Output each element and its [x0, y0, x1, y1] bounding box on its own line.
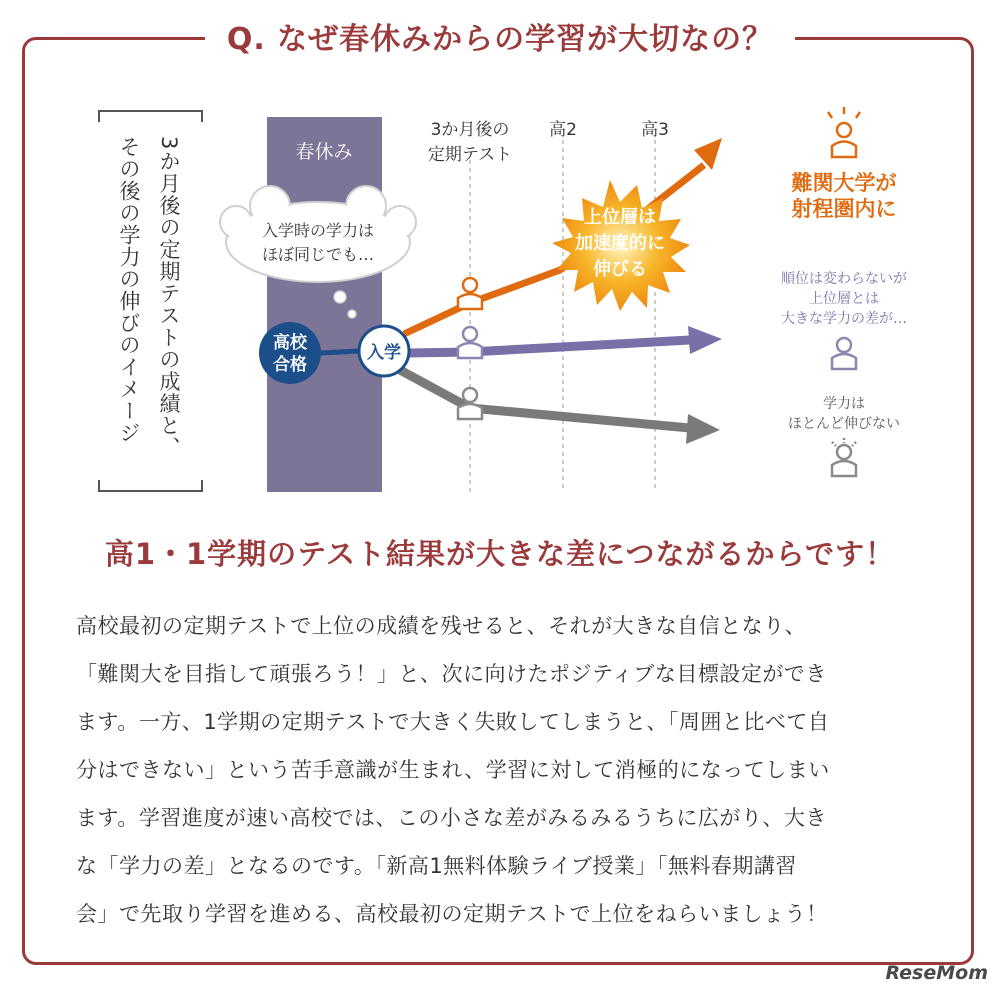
column-label-test-1: 3か月後の: [430, 120, 510, 140]
body-line: 高校最初の定期テストで上位の成績を残せると、それが大きな自信となり、: [76, 614, 807, 638]
person-icon-low-result: [832, 438, 856, 476]
bubble-line-2: ほぼ同じでも…: [261, 245, 375, 264]
person-icon-orange: [458, 278, 482, 309]
body-line: ます。学習進度が速い高校では、この小さな差がみるみるうちに広がり、大き: [76, 806, 827, 830]
top-label-line-2: 射程圏内に: [791, 197, 897, 221]
resemom-watermark: ReseMom: [885, 962, 988, 984]
body-line: な「学力の差」となるのです。「新高1無料体験ライブ授業」「無料春期講習: [76, 854, 797, 878]
top-label-line-1: 難関大学が: [791, 171, 897, 195]
burst-line-3: 伸びる: [593, 259, 647, 280]
pass-node-line-2: 合格: [273, 355, 307, 375]
low-path: [400, 370, 690, 428]
body-line: 「難関大を目指して頑張ろう！」と、次に向けたポジティブな目標設定ができ: [76, 662, 827, 686]
pass-node-line-1: 高校: [273, 333, 307, 353]
person-icon-top-result: [828, 107, 860, 157]
mid-path: [408, 340, 690, 353]
body-line: ます。一方、1学期の定期テストで大きく失敗してしまうと、「周囲と比べて自: [76, 710, 830, 734]
headline: 高1・1学期のテスト結果が大きな差につながるからです！: [104, 537, 896, 571]
mid-label-line-2: 上位層とは: [809, 291, 879, 307]
person-icon-mid-result: [832, 338, 856, 369]
body-line: 分はできない」という苦手意識が生まれ、学習に対して消極的になってしまい: [76, 758, 830, 782]
low-label-line-1: 学力は: [823, 396, 865, 412]
column-label-k3: 高3: [641, 120, 669, 140]
low-arrowhead: [686, 414, 720, 444]
pass-connector: [320, 351, 360, 353]
column-label-test-2: 定期テスト: [427, 145, 513, 165]
burst-line-1: 上位層は: [584, 207, 656, 228]
mid-arrowhead: [688, 326, 722, 354]
spring-break-label: 春休み: [295, 141, 353, 163]
mid-label-line-1: 順位は変わらないが: [781, 271, 907, 287]
column-label-k2: 高2: [549, 120, 577, 140]
body-line: 会」で先取り学習を進める、高校最初の定期テストで上位をねらいましょう！: [76, 902, 828, 926]
mid-label-line-3: 大きな学力の差が…: [781, 311, 907, 327]
entry-node-label: 入学: [367, 343, 401, 363]
caption-text: 3か月後の定期テストの成績と、その後の学力の伸びのイメージ: [117, 136, 181, 459]
spring-break-band: [267, 117, 382, 492]
low-label-line-2: ほとんど伸びない: [788, 416, 900, 432]
burst-line-2: 加速度的に: [575, 233, 665, 254]
bubble-line-1: 入学時の学力は: [261, 221, 375, 240]
body-text: [76, 602, 934, 938]
person-icon-purple: [458, 327, 482, 358]
title-text: Q. なぜ春休みからの学習が大切なの？: [205, 14, 795, 58]
